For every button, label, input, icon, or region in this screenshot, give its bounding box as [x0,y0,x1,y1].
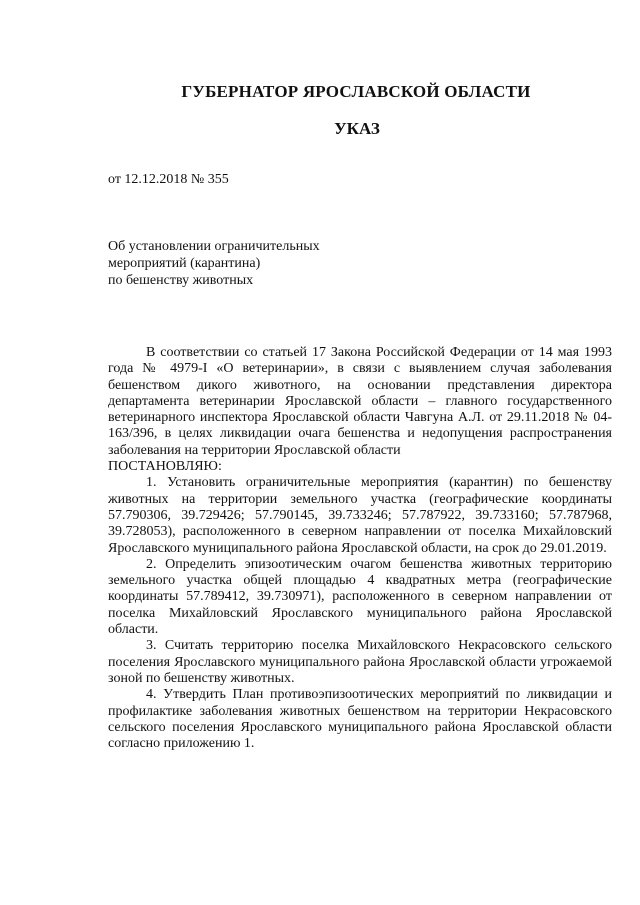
decree-item-1: 1. Установить ограничительные мероприятия (карантин) по бешенству животных на территории земельного участка (географические координаты 57.790306, 39.729426; 57.790145, 39.733246; 57.787922, 39.733160; 57.787968, 39.728053), расположенного в северном направлении от поселка Михайловский Ярославского муниципального района Ярославской области, на срок до 29.01.2019. [108,475,612,556]
subject-line: по бешенству животных [108,273,254,288]
decree-word: ПОСТАНОВЛЯЮ: [108,459,222,475]
document-type: УКАЗ [334,119,380,138]
issuer-title: ГУБЕРНАТОР ЯРОСЛАВСКОЙ ОБЛАСТИ [181,82,531,101]
decree-item-2: 2. Определить эпизоотическим очагом бешенства животных территорию земельного участка общей площадью 4 квадратных метра (географические координаты 57.789412, 39.730971), расположенного в северном направлении от поселка Михайловский Ярославского муниципального района Ярославской области. [108,556,612,638]
document-body [108,345,612,752]
decree-item-4: 4. Утвердить План противоэпизоотических мероприятий по ликвидации и профилактике заболевания животных бешенством на территории Некрасовского сельского поселения Ярославского муниципального района Ярославской области согласно приложению 1. [108,687,612,752]
decree-item-3: 3. Считать территорию поселка Михайловского Некрасовского сельского поселения Ярославского муниципального района Ярославской области угрожаемой зоной по бешенству животных. [108,638,612,686]
subject-line: Об установлении ограничительных [108,239,320,254]
document-subject [108,238,320,289]
preamble-paragraph: В соответствии со статьей 17 Закона Российской Федерации от 14 мая 1993 года № 4979-I «О ветеринарии», в связи с выявлением случая заболевания бешенством дикого животного, на основании представления директора департамента ветеринарии Ярославской области – главного государственного ветеринарного инспектора Ярославской области Чавгуна А.Л. от 29.11.2018 № 04-163/396, в целях ликвидации очага бешенства и недопущения распространения заболевания на территории Ярославской области [108,345,612,458]
subject-line: мероприятий (карантина) [108,256,261,271]
document-date-number: от 12.12.2018 № 355 [108,172,229,187]
